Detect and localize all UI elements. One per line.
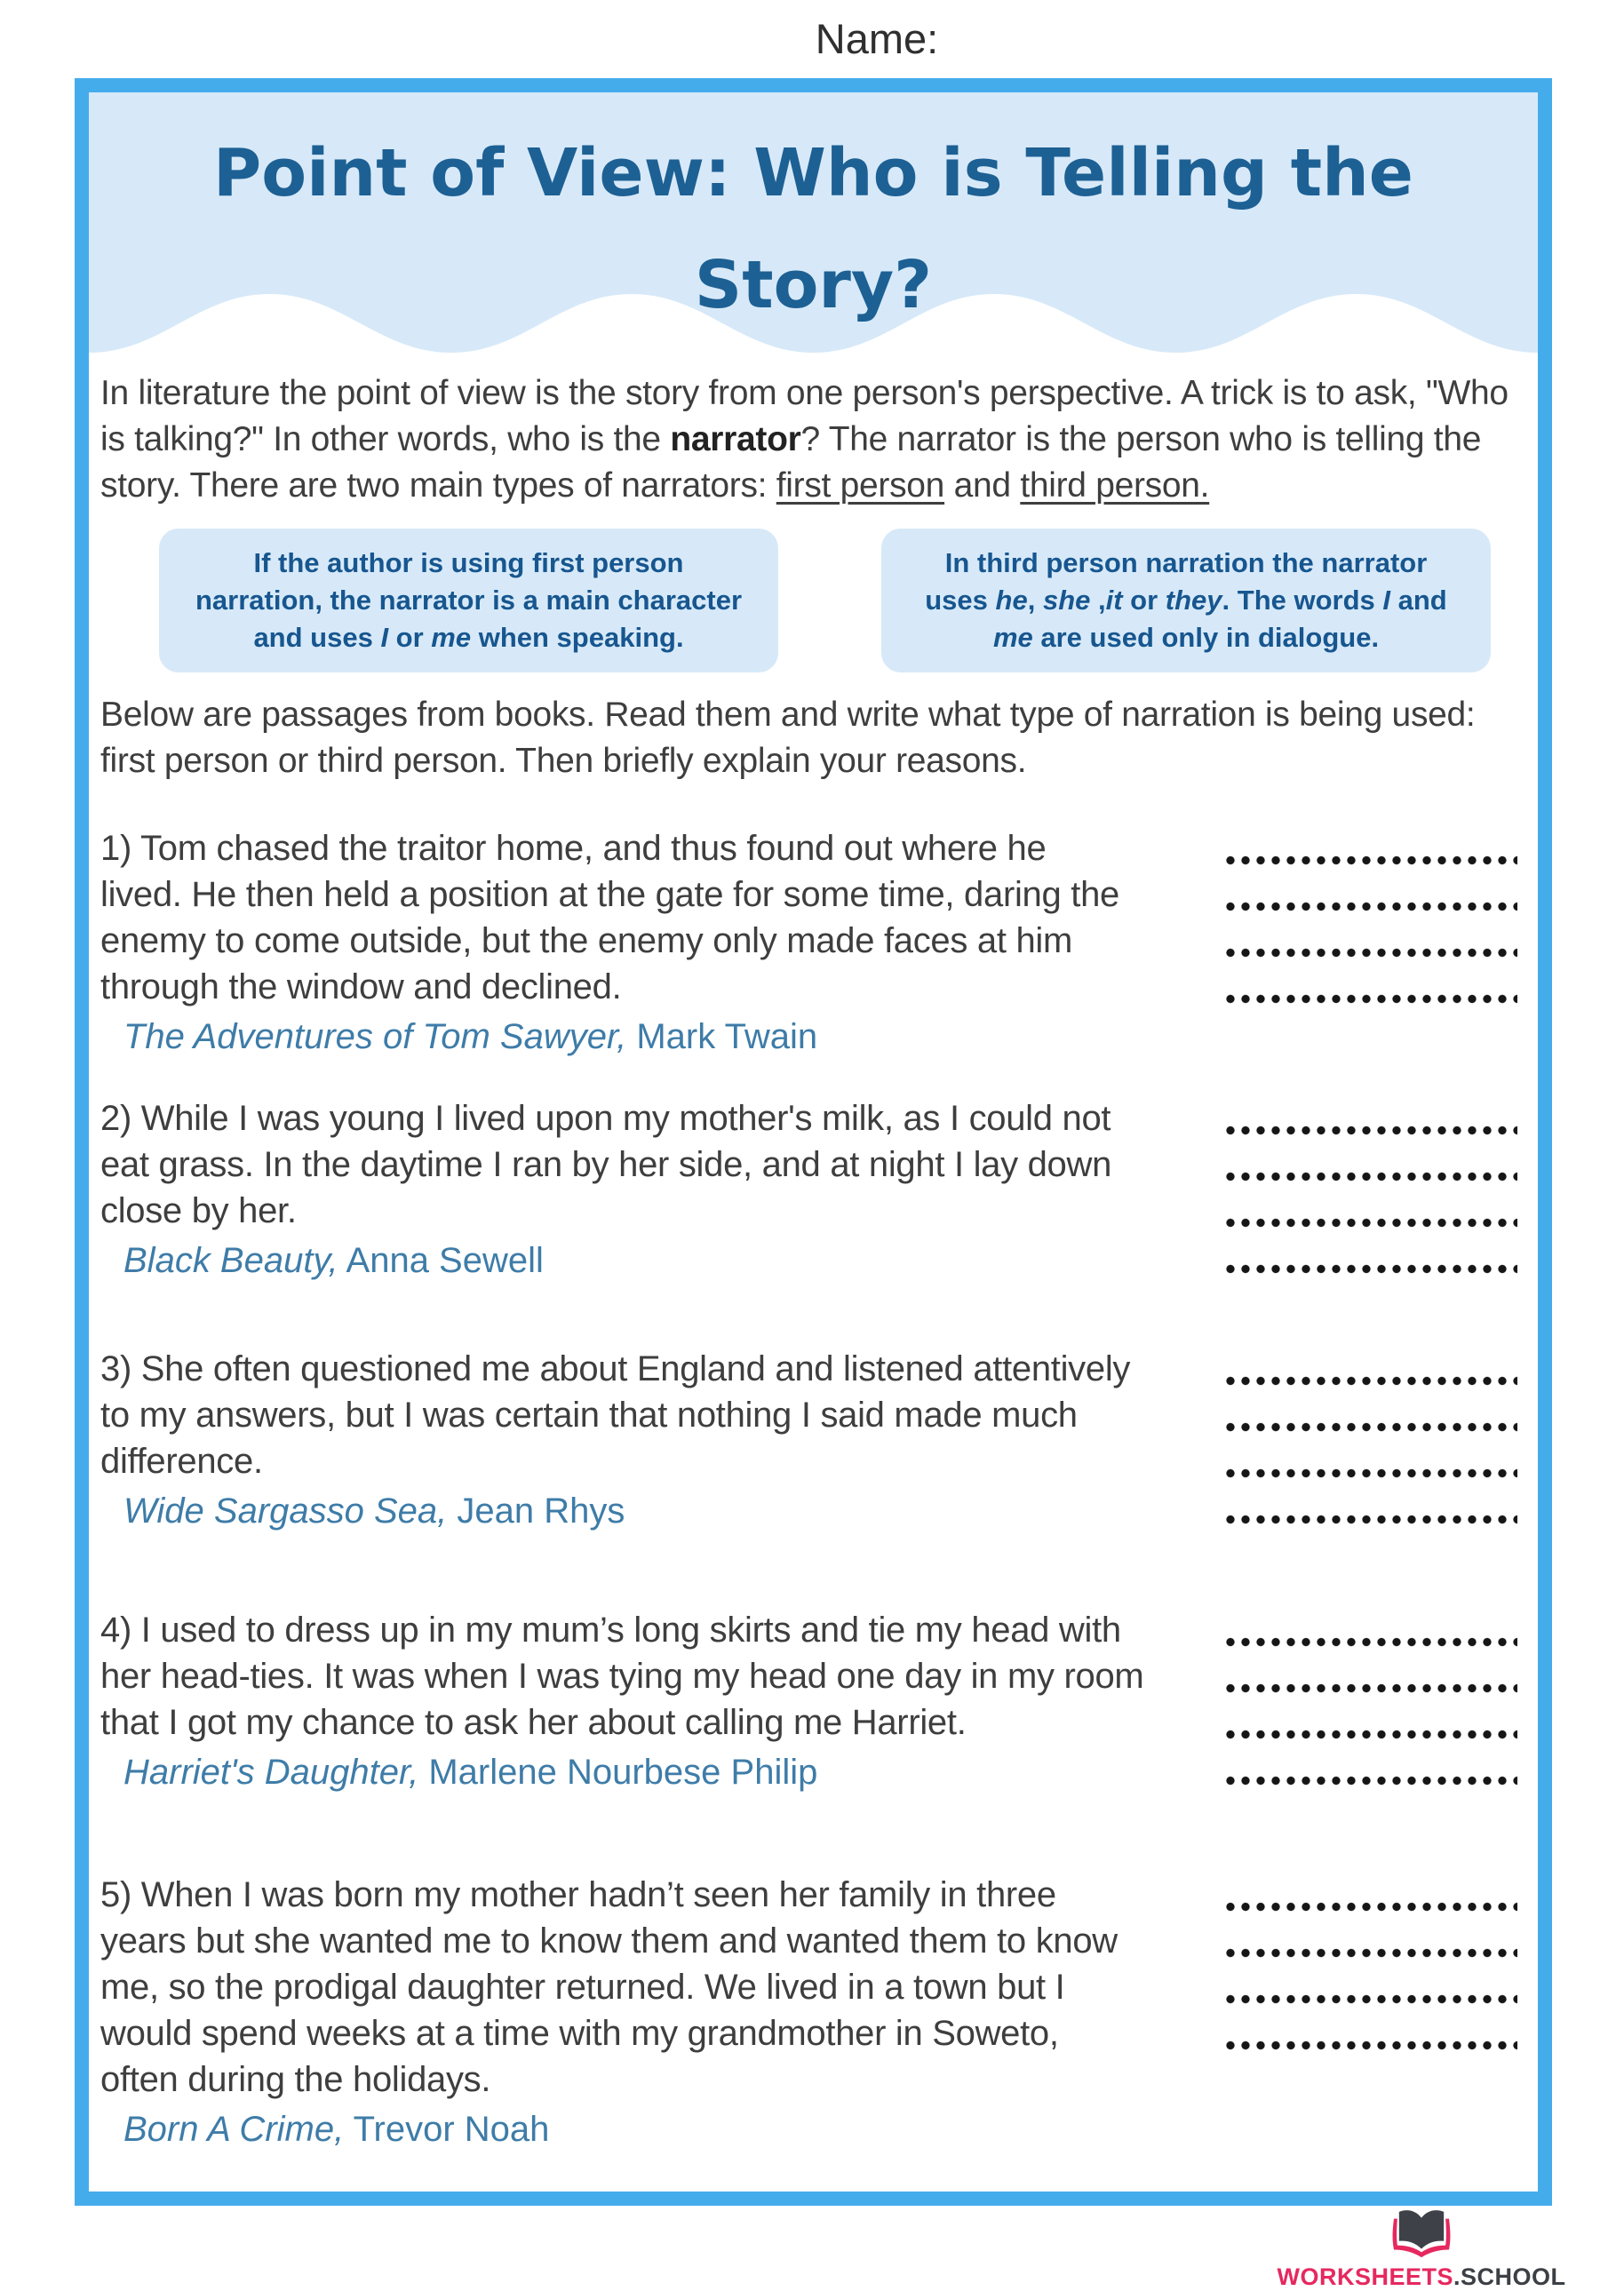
brand-name-primary: WORKSHEETS bbox=[1277, 2263, 1453, 2290]
info-box-text: or bbox=[388, 622, 432, 653]
worksheet-content bbox=[89, 370, 1538, 2152]
answer-line bbox=[1226, 1172, 1517, 1218]
answer-line bbox=[1226, 1468, 1517, 1515]
info-box-pronoun: I bbox=[1382, 585, 1391, 616]
book-author: Mark Twain bbox=[636, 1017, 818, 1056]
answer-line bbox=[1226, 855, 1517, 902]
page-title bbox=[89, 117, 1538, 341]
passage-5-text bbox=[100, 1872, 1220, 2152]
answer-line bbox=[1226, 1637, 1517, 1683]
book-title: Black Beauty, bbox=[123, 1241, 338, 1280]
info-box-pronoun: I bbox=[380, 622, 389, 653]
passage-line: 2) While I was young I lived upon my mother's milk, as I could not bbox=[100, 1099, 1111, 1138]
answer-line bbox=[1226, 1126, 1517, 1172]
book-author: Anna Sewell bbox=[346, 1241, 544, 1280]
answer-line bbox=[1226, 1730, 1517, 1776]
book-author: Jean Rhys bbox=[457, 1492, 625, 1531]
passage-4-answer-lines bbox=[1226, 1607, 1517, 1822]
info-box-text: If the author is using first person narration, the narrator is a main character and uses bbox=[195, 547, 743, 653]
brand-name-secondary: .SCHOOL bbox=[1453, 2263, 1566, 2290]
answer-line bbox=[1226, 1218, 1517, 1264]
name-label: Name: bbox=[815, 15, 939, 62]
third-person-info-box bbox=[881, 529, 1491, 672]
passage-line: 4) I used to dress up in my mum’s long skirts and tie my head with bbox=[100, 1611, 1121, 1650]
info-box-text: are used only in dialogue. bbox=[1032, 622, 1380, 653]
passage-4-citation bbox=[100, 1749, 1220, 1795]
passage-line: 3) She often questioned me about England and listened attentively bbox=[100, 1349, 1131, 1388]
info-box-pronoun: she bbox=[1042, 585, 1091, 616]
book-title: Born A Crime, bbox=[123, 2110, 345, 2149]
answer-line bbox=[1226, 1376, 1517, 1422]
answer-line bbox=[1226, 1422, 1517, 1468]
passage-1-text bbox=[100, 825, 1220, 1060]
info-box-pronoun: it bbox=[1105, 585, 1123, 616]
passage-line: that I got my chance to ask her about calling me Harriet. bbox=[100, 1703, 967, 1742]
answer-line bbox=[1226, 1515, 1517, 1561]
info-box-pronoun: me bbox=[431, 622, 472, 653]
passage-1 bbox=[100, 825, 1517, 1060]
worksheet-header bbox=[89, 92, 1538, 353]
passage-4-text bbox=[100, 1607, 1220, 1822]
passage-line: would spend weeks at a time with my grandmother in Soweto, bbox=[100, 2014, 1059, 2053]
passage-line: difference. bbox=[100, 1442, 263, 1481]
passage-5-citation bbox=[100, 2106, 1220, 2152]
answer-line bbox=[1226, 994, 1517, 1040]
info-box-pronoun: they bbox=[1165, 585, 1222, 616]
intro-text: and bbox=[944, 466, 1021, 505]
passage-3-text bbox=[100, 1346, 1220, 1561]
passage-3 bbox=[100, 1346, 1517, 1561]
answer-line bbox=[1226, 2040, 1517, 2087]
worksheet-frame bbox=[75, 78, 1552, 2206]
passage-2-text bbox=[100, 1095, 1220, 1310]
book-title: Harriet's Daughter, bbox=[123, 1753, 419, 1792]
answer-line bbox=[1226, 1902, 1517, 1948]
answer-line bbox=[1226, 1994, 1517, 2040]
passage-line: through the window and declined. bbox=[100, 967, 622, 1006]
passage-1-answer-lines bbox=[1226, 825, 1517, 1060]
passage-line: eat grass. In the daytime I ran by her side, and at night I lay down bbox=[100, 1145, 1112, 1184]
passage-line: often during the holidays. bbox=[100, 2060, 491, 2099]
passage-2 bbox=[100, 1095, 1517, 1310]
page-title-line1: Point of View: Who is Telling the bbox=[213, 135, 1413, 211]
open-book-icon bbox=[1387, 2207, 1456, 2262]
info-box-text: or bbox=[1122, 585, 1166, 616]
passage-4 bbox=[100, 1607, 1517, 1822]
answer-line bbox=[1226, 902, 1517, 948]
passage-3-answer-lines bbox=[1226, 1346, 1517, 1561]
info-box-text: , bbox=[1090, 585, 1106, 616]
passage-5-answer-lines bbox=[1226, 1872, 1517, 2152]
info-box-text: , bbox=[1027, 585, 1043, 616]
answer-line bbox=[1226, 1948, 1517, 1994]
answer-line bbox=[1226, 1683, 1517, 1730]
passage-line: 5) When I was born my mother hadn’t seen her family in three bbox=[100, 1875, 1056, 1914]
instructions-paragraph: Below are passages from books. Read them and write what type of narration is being used: first person or third person. Then briefly explain your reasons. bbox=[100, 696, 1476, 780]
passage-2-answer-lines bbox=[1226, 1095, 1517, 1310]
intro-text: In literature the point of view is the story from one person's perspective. A trick is to ask, "Who is talking?" In other words, who is the bbox=[100, 374, 1509, 458]
info-box-pronoun: he bbox=[995, 585, 1028, 616]
info-box-pronoun: me bbox=[992, 622, 1033, 653]
passage-2-citation bbox=[100, 1237, 1220, 1284]
intro-paragraph bbox=[100, 370, 1532, 509]
passage-1-citation bbox=[100, 1014, 1220, 1060]
book-author: Marlene Nourbese Philip bbox=[428, 1753, 818, 1792]
passage-5 bbox=[100, 1872, 1517, 2152]
answer-line bbox=[1226, 1776, 1517, 1822]
passage-line: to my answers, but I was certain that nothing I said made much bbox=[100, 1396, 1078, 1435]
worksheets-school-logo bbox=[1279, 2207, 1564, 2291]
passage-line: lived. He then held a position at the gate for some time, daring the bbox=[100, 875, 1119, 914]
info-box-text: . The words bbox=[1222, 585, 1383, 616]
brand-name bbox=[1277, 2263, 1565, 2291]
intro-underline-first-person: first person bbox=[776, 466, 945, 505]
info-box-text: In third person narration the narrator uses bbox=[925, 547, 1428, 616]
passage-line: close by her. bbox=[100, 1191, 297, 1230]
intro-text: ? The narrator is the person who is telling the story. There are two main types of narrators: bbox=[100, 420, 1482, 505]
narration-info-boxes bbox=[159, 529, 1517, 672]
intro-underline-third-person: third person. bbox=[1020, 466, 1210, 505]
passage-line: years but she wanted me to know them and wanted them to know bbox=[100, 1921, 1118, 1961]
book-author: Trevor Noah bbox=[353, 2110, 550, 2149]
answer-line bbox=[1226, 948, 1517, 994]
intro-bold-term: narrator bbox=[670, 420, 801, 458]
first-person-info-box bbox=[159, 529, 778, 672]
info-box-text: and bbox=[1390, 585, 1447, 616]
page-title-line2: Story? bbox=[694, 247, 933, 323]
passage-3-citation bbox=[100, 1488, 1220, 1534]
answer-line bbox=[1226, 1264, 1517, 1310]
passage-line: her head-ties. It was when I was tying my head one day in my room bbox=[100, 1657, 1144, 1696]
book-title: The Adventures of Tom Sawyer, bbox=[123, 1017, 627, 1056]
info-box-text: when speaking. bbox=[471, 622, 684, 653]
book-title: Wide Sargasso Sea, bbox=[123, 1492, 448, 1531]
passage-line: me, so the prodigal daughter returned. We lived in a town but I bbox=[100, 1968, 1065, 2007]
passage-line: enemy to come outside, but the enemy only made faces at him bbox=[100, 921, 1072, 960]
passage-line: 1) Tom chased the traitor home, and thus found out where he bbox=[100, 829, 1047, 868]
